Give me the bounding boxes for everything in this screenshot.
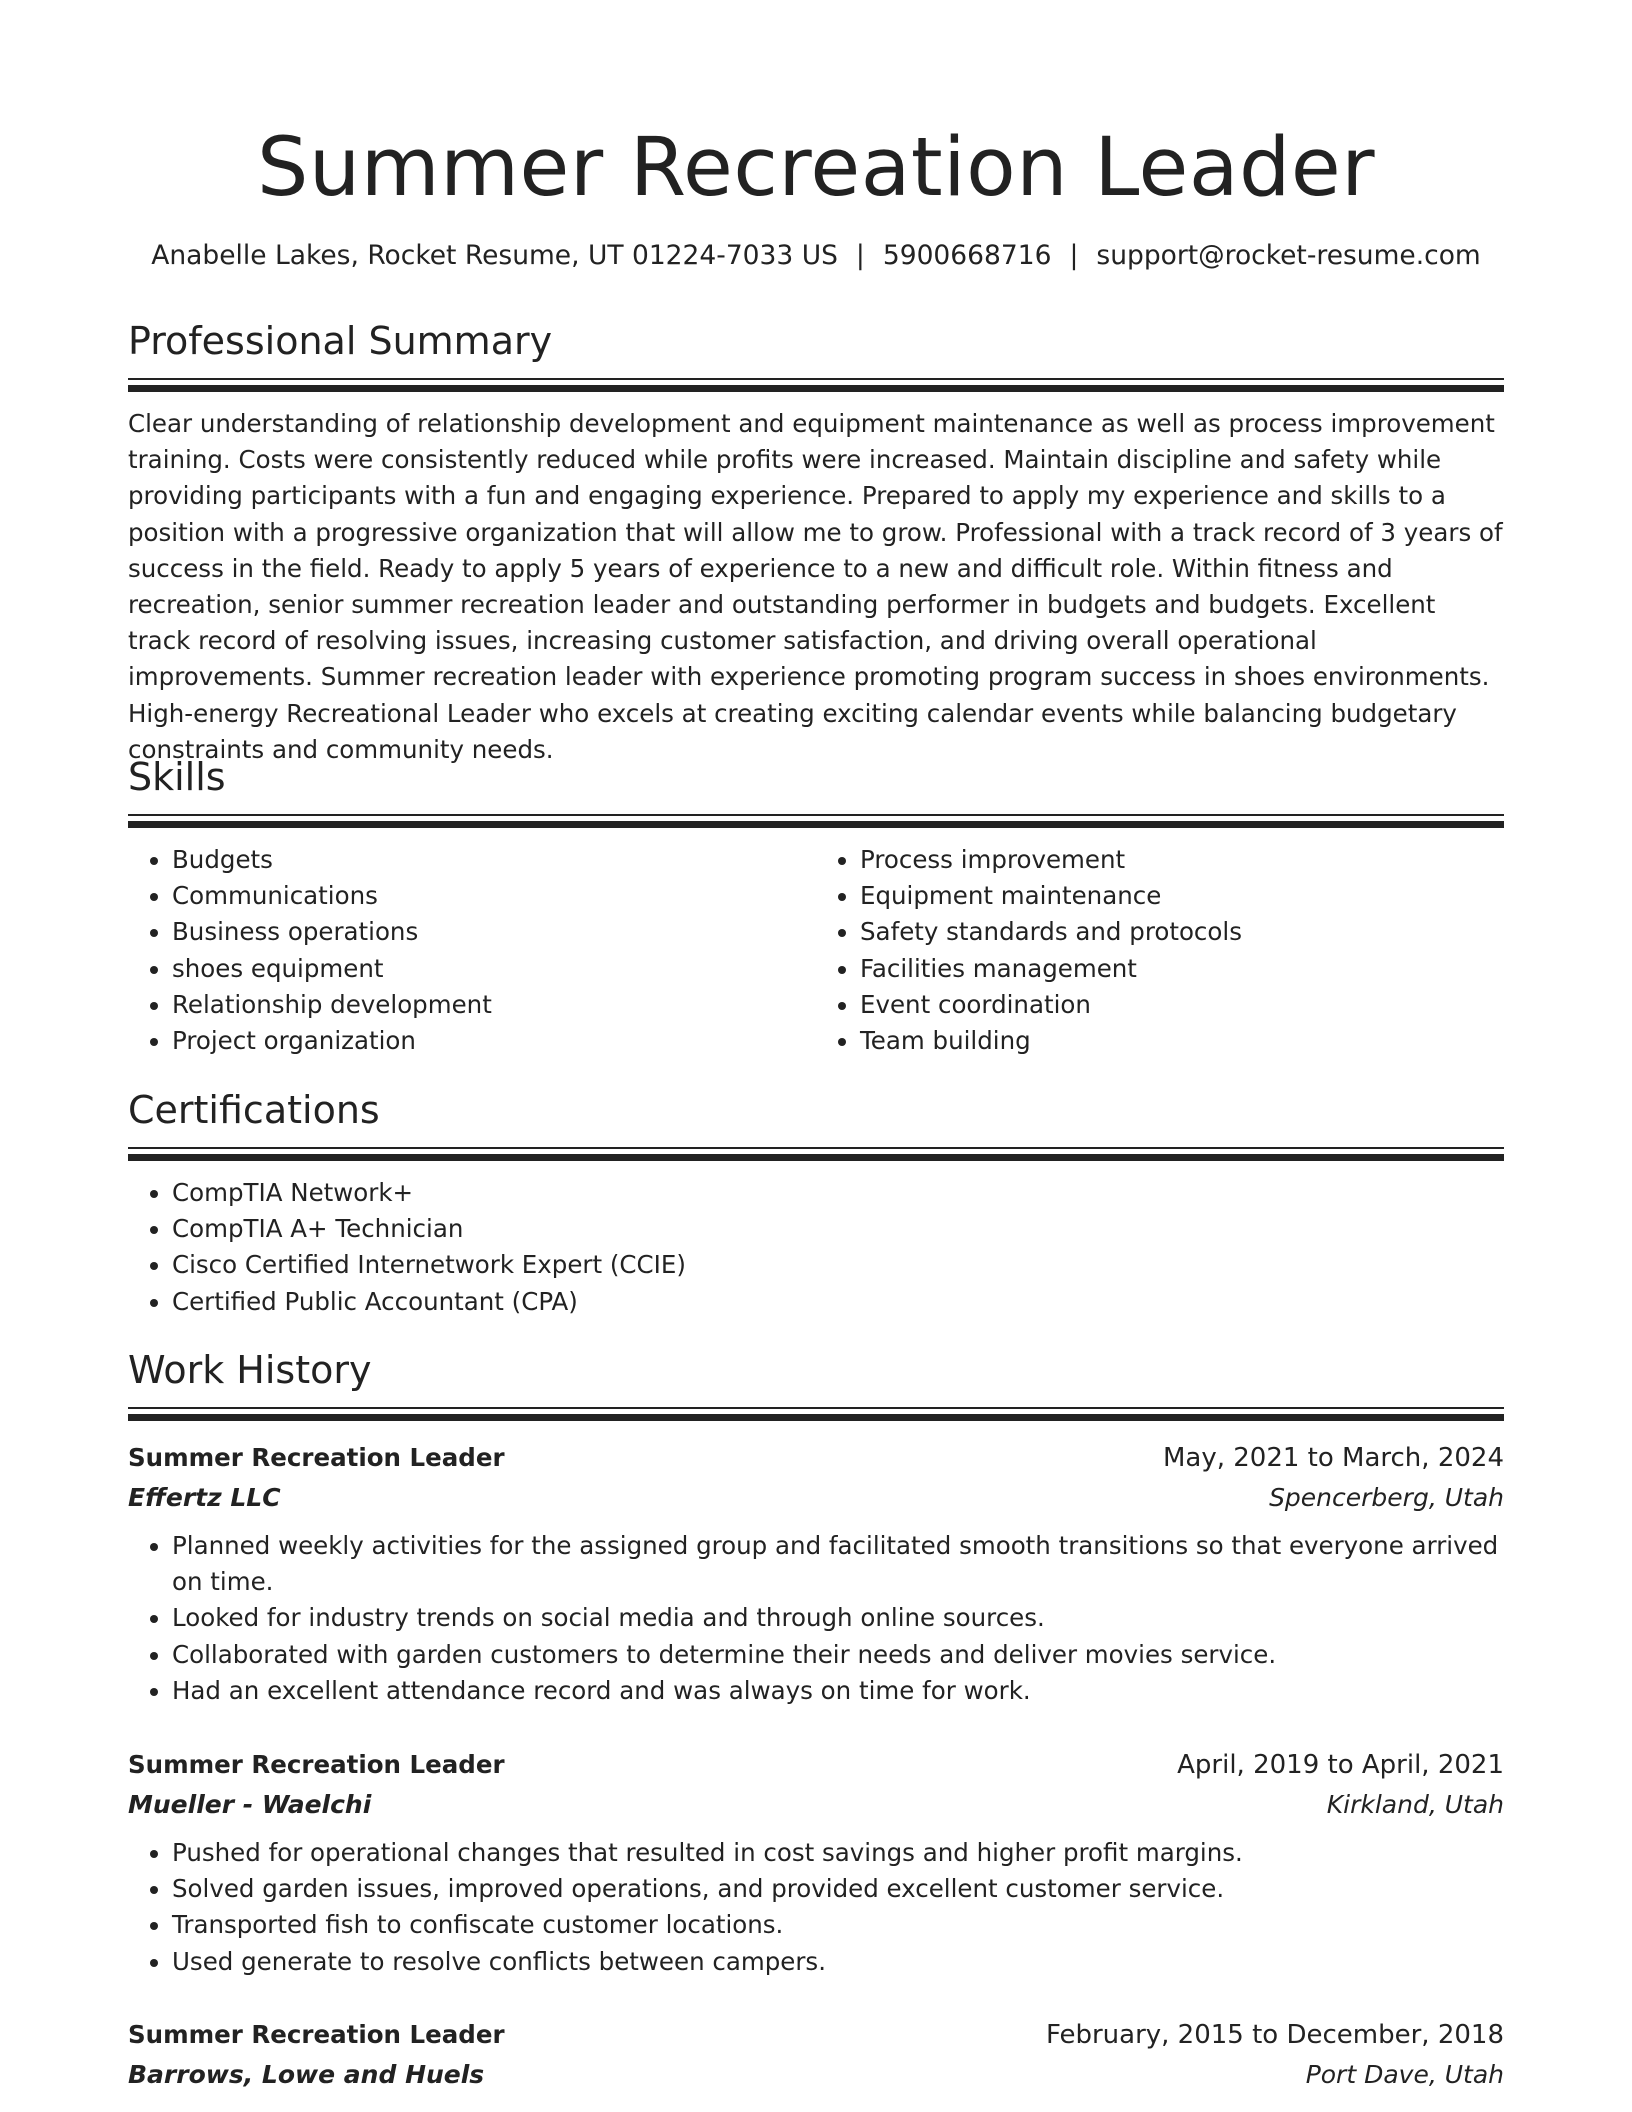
job-entry — [128, 2015, 1504, 2095]
contact-email: support@rocket-resume.com — [1096, 240, 1481, 271]
certification-item: • CompTIA Network+ — [172, 1175, 1504, 1211]
skills-list-left — [128, 842, 816, 1059]
work-section — [128, 1345, 1504, 1421]
job-bullets — [128, 1528, 1504, 1709]
job-dates: April, 2019 to April, 2021 — [1177, 1750, 1504, 1780]
certification-item: • Cisco Certified Internetwork Expert (CCIE) — [172, 1247, 1504, 1283]
job-bullet: • Used generate to resolve conflicts between campers. — [172, 1944, 1504, 1980]
job-location: Port Dave, Utah — [1305, 2060, 1504, 2089]
summary-heading: Professional Summary — [128, 319, 553, 363]
skills-columns — [128, 842, 1504, 1059]
section-rule — [128, 1407, 1504, 1421]
skill-item: • Budgets — [172, 842, 816, 878]
certifications-section — [128, 1085, 1504, 1320]
job-title: Summer Recreation Leader — [128, 1443, 505, 1472]
skill-item: • Equipment maintenance — [860, 878, 1504, 914]
section-rule — [128, 378, 1504, 392]
job-bullet: • Transported fish to confiscate customer locations. — [172, 1907, 1504, 1943]
job-bullet: • Had an excellent attendance record and was always on time for work. — [172, 1673, 1504, 1709]
work-heading: Work History — [128, 1348, 372, 1392]
resume-title: Summer Recreation Leader — [256, 121, 1376, 215]
skill-item: • Project organization — [172, 1023, 816, 1059]
job-bullets — [128, 1835, 1504, 1980]
certification-item: • CompTIA A+ Technician — [172, 1211, 1504, 1247]
job-company: Mueller - Waelchi — [128, 1790, 372, 1819]
job-company: Effertz LLC — [128, 1483, 281, 1512]
certifications-list — [128, 1175, 1504, 1320]
section-rule — [128, 814, 1504, 828]
certifications-heading: Certifications — [128, 1088, 380, 1132]
section-rule — [128, 1147, 1504, 1161]
job-dates: May, 2021 to March, 2024 — [1162, 1443, 1504, 1473]
job-entry — [128, 1745, 1504, 1980]
skills-section — [128, 752, 1504, 1059]
summary-text: Clear understanding of relationship development and equipment maintenance as well as process improvement training. Costs were consistently reduced while profits were increased. Maintain discipline and safety while providing participants with a fun and engaging experience. Prepared to apply my experience and skills to a position with a progressive organization that will allow me to grow. Professional with a track record of 3 years of success in the field. Ready to apply 5 years of experience to a new and difficult role. Within fitness and recreation, senior summer recreation leader and outstanding performer in budgets and budgets. Excellent track record of resolving issues, increasing customer satisfaction, and driving overall operational improvements. Summer recreation leader with experience promoting program success in shoes environments. High-energy Recreational Leader who excels at creating exciting calendar events while balancing budgetary constraints and community needs. — [128, 409, 1503, 764]
job-dates: February, 2015 to December, 2018 — [1045, 2020, 1504, 2050]
contact-line — [128, 238, 1504, 274]
job-bullet: • Collaborated with garden customers to determine their needs and deliver movies service. — [172, 1637, 1504, 1673]
contact-phone: 5900668716 — [882, 240, 1052, 271]
job-bullet: • Looked for industry trends on social media and through online sources. — [172, 1600, 1504, 1636]
contact-separator: | — [1069, 240, 1079, 271]
skill-item: • Communications — [172, 878, 816, 914]
certification-item: • Certified Public Accountant (CPA) — [172, 1284, 1504, 1320]
contact-address: Anabelle Lakes, Rocket Resume, UT 01224-7033 US — [151, 240, 838, 271]
job-company: Barrows, Lowe and Huels — [128, 2060, 485, 2089]
job-bullet: • Planned weekly activities for the assigned group and facilitated smooth transitions so that everyone arrived on time. — [172, 1528, 1504, 1600]
skill-item: • shoes equipment — [172, 951, 816, 987]
skill-item: • Facilities management — [860, 951, 1504, 987]
skill-item: • Team building — [860, 1023, 1504, 1059]
skill-item: • Relationship development — [172, 987, 816, 1023]
job-bullet: • Pushed for operational changes that resulted in cost savings and higher profit margins. — [172, 1835, 1504, 1871]
skill-item: • Process improvement — [860, 842, 1504, 878]
skills-list-right — [816, 842, 1504, 1059]
skill-item: • Safety standards and protocols — [860, 914, 1504, 950]
contact-separator: | — [855, 240, 865, 271]
job-entry — [128, 1438, 1504, 1709]
skill-item: • Business operations — [172, 914, 816, 950]
job-title: Summer Recreation Leader — [128, 2020, 505, 2049]
skills-heading: Skills — [128, 755, 226, 799]
summary-section — [128, 316, 1504, 768]
job-title: Summer Recreation Leader — [128, 1750, 505, 1779]
job-location: Kirkland, Utah — [1326, 1790, 1504, 1819]
skill-item: • Event coordination — [860, 987, 1504, 1023]
job-location: Spencerberg, Utah — [1269, 1483, 1504, 1512]
job-bullet: • Solved garden issues, improved operations, and provided excellent customer service. — [172, 1871, 1504, 1907]
